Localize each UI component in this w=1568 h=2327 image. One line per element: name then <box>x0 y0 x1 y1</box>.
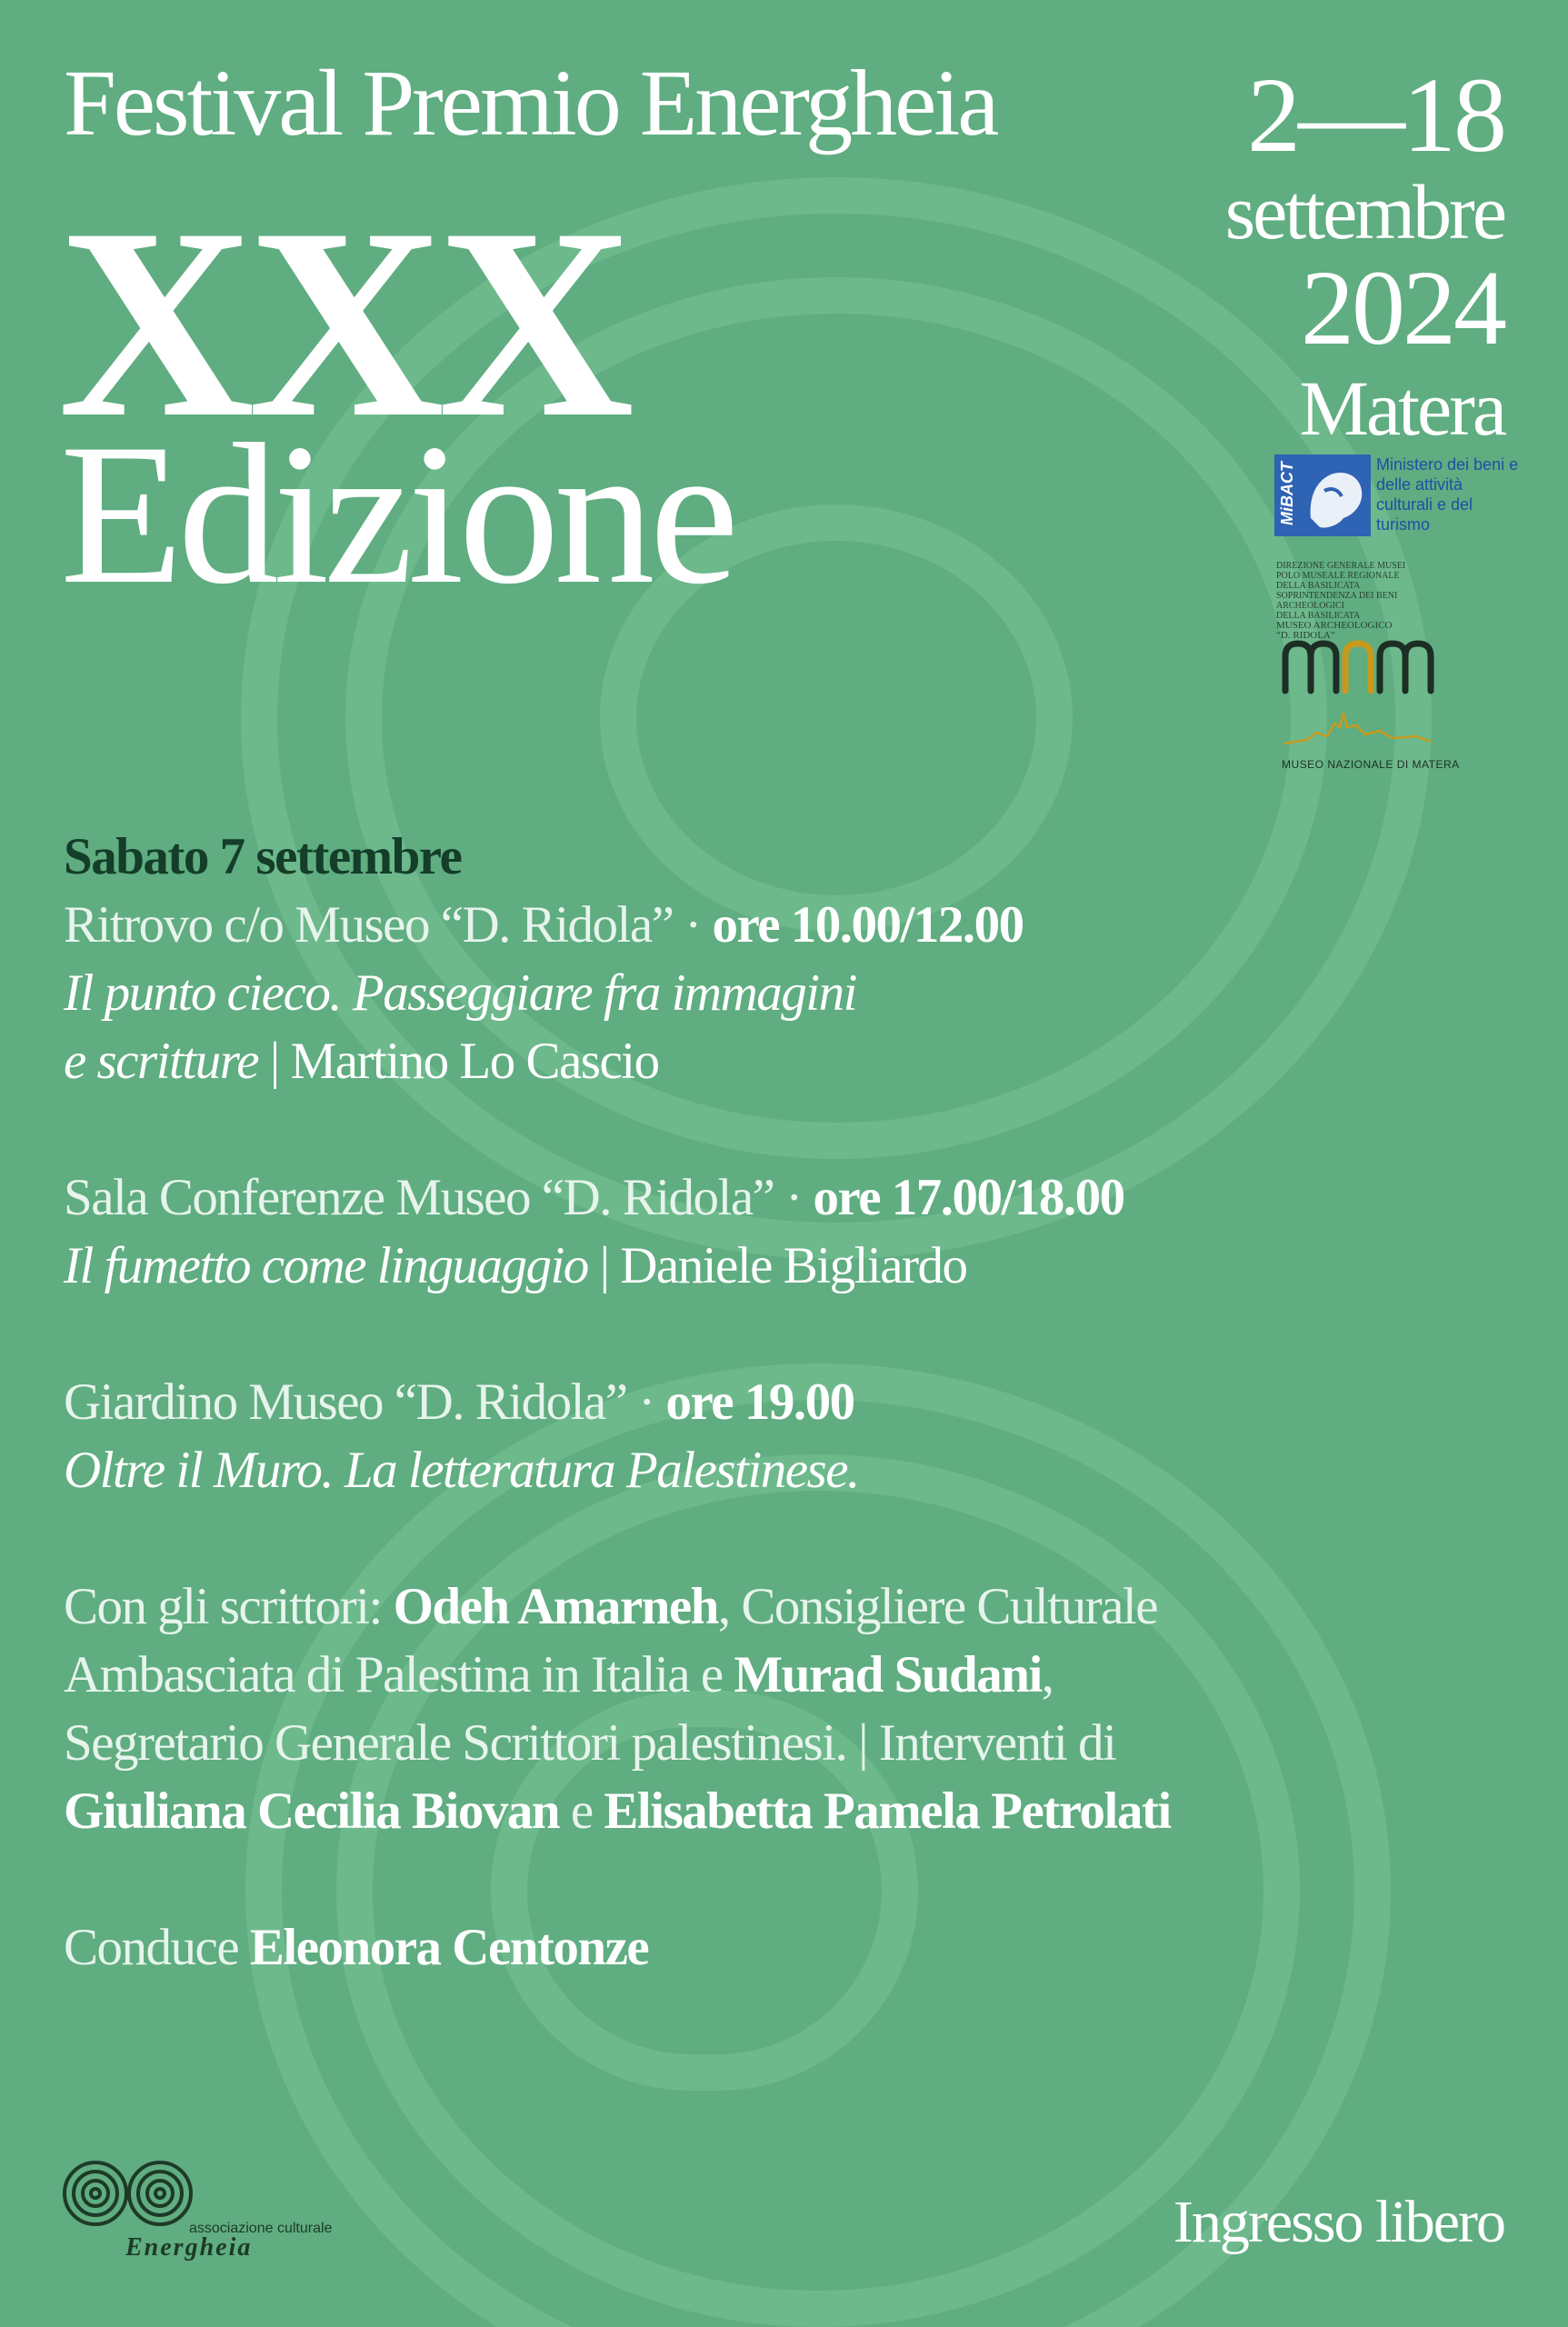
event-2-time: ore 17.00/18.00 <box>813 1169 1124 1226</box>
event-1-time: ore 10.00/12.00 <box>712 896 1024 954</box>
writers-intro: Con gli scrittori: <box>64 1578 382 1635</box>
date-year: 2024 <box>1301 248 1504 367</box>
admission-note: Ingresso libero <box>1173 2189 1504 2255</box>
host-label: Conduce <box>64 1919 239 1976</box>
event-3-line <box>64 1368 1382 1436</box>
date-city: Matera <box>1299 365 1504 452</box>
event-1-place: Ritrovo c/o Museo “D. Ridola” · <box>64 896 701 954</box>
festival-dates <box>1224 55 1504 452</box>
writers-line-4 <box>64 1777 1382 1845</box>
writer-2-name: Murad Sudani <box>734 1646 1042 1703</box>
date-month: settembre <box>1224 168 1504 255</box>
event-1-title-line2 <box>64 1027 1382 1095</box>
spacer <box>64 1504 1382 1573</box>
speaker-1-name: Giuliana Cecilia Biovan <box>64 1783 560 1840</box>
writers-line-1 <box>64 1573 1382 1641</box>
host-name: Eleonora Centonze <box>249 1919 649 1976</box>
event-3-title: Oltre il Muro. La letteratura Palestinese. <box>64 1442 859 1499</box>
association-name: Energheia <box>125 2233 253 2262</box>
mibact-emblem-icon <box>1274 454 1371 536</box>
writer-1-name: Odeh Amarneh <box>393 1578 718 1635</box>
event-1-title-line1: Il punto cieco. Passeggiare fra immagini <box>64 964 856 1022</box>
sopr-line: POLO MUSEALE REGIONALE <box>1276 571 1400 581</box>
writer-1-role: , Consigliere Culturale <box>717 1578 1158 1635</box>
event-1-author: Martino Lo Cascio <box>290 1033 659 1090</box>
writers-line-2 <box>64 1641 1382 1709</box>
mibact-tag: MiBACT <box>1278 462 1296 525</box>
spacer <box>64 1845 1382 1913</box>
event-1-separator: | <box>269 1033 279 1090</box>
soprintendenza-text <box>1276 561 1467 641</box>
event-1-line <box>64 891 1382 959</box>
event-2-title-line <box>64 1232 1382 1300</box>
host-line <box>64 1913 1382 1982</box>
program <box>64 823 1382 1982</box>
event-2-line <box>64 1164 1382 1232</box>
event-3-time: ore 19.00 <box>665 1373 854 1431</box>
event-2-separator: | <box>599 1237 609 1294</box>
speaker-2-name: Elisabetta Pamela Petrolati <box>604 1783 1171 1840</box>
sopr-line: DELLA BASILICATA <box>1276 611 1361 621</box>
edition-number: XXX <box>58 172 627 474</box>
energheia-association-logo <box>62 2159 353 2262</box>
association-label: associazione culturale <box>189 2221 333 2236</box>
event-2-place: Sala Conferenze Museo “D. Ridola” · <box>64 1169 802 1226</box>
mibact-logo <box>1274 454 1519 541</box>
sopr-line: SOPRINTENDENZA DEI BENI ARCHEOLOGICI <box>1276 591 1398 611</box>
event-1-title-end: e scritture <box>64 1033 259 1090</box>
date-range: 2—18 <box>1247 55 1504 175</box>
mibact-text: Ministero dei beni e delle attività culturali e del turismo <box>1376 455 1519 534</box>
writers-line-3: Segretario Generale Scrittori palestinesi. | Interventi di <box>64 1714 1116 1772</box>
edition-word: Edizione <box>60 403 734 626</box>
event-2-author: Daniele Bigliardo <box>620 1237 967 1294</box>
mnm-logo-icon <box>1280 636 1434 754</box>
festival-title: Festival Premio Energheia <box>64 51 997 155</box>
speakers-and: e <box>570 1783 593 1840</box>
museo-line: “D. RIDOLA” <box>1276 630 1335 641</box>
sopr-line: DIREZIONE GENERALE MUSEI <box>1276 561 1406 571</box>
museo-line: MUSEO ARCHEOLOGICO <box>1276 620 1393 631</box>
mnm-caption: MUSEO NAZIONALE DI MATERA <box>1282 758 1460 771</box>
writers-line-2-text: Ambasciata di Palestina in Italia e <box>64 1646 723 1703</box>
spacer <box>64 1300 1382 1368</box>
event-3-place: Giardino Museo “D. Ridola” · <box>64 1373 654 1431</box>
event-2-title: Il fumetto come linguaggio <box>64 1237 588 1294</box>
spacer <box>64 1095 1382 1164</box>
energheia-rings-icon <box>62 2159 198 2232</box>
sopr-line: DELLA BASILICATA <box>1276 581 1361 591</box>
program-day: Sabato 7 settembre <box>64 828 462 885</box>
mnm-logo <box>1280 636 1460 782</box>
writer-2-comma: , <box>1041 1646 1054 1703</box>
